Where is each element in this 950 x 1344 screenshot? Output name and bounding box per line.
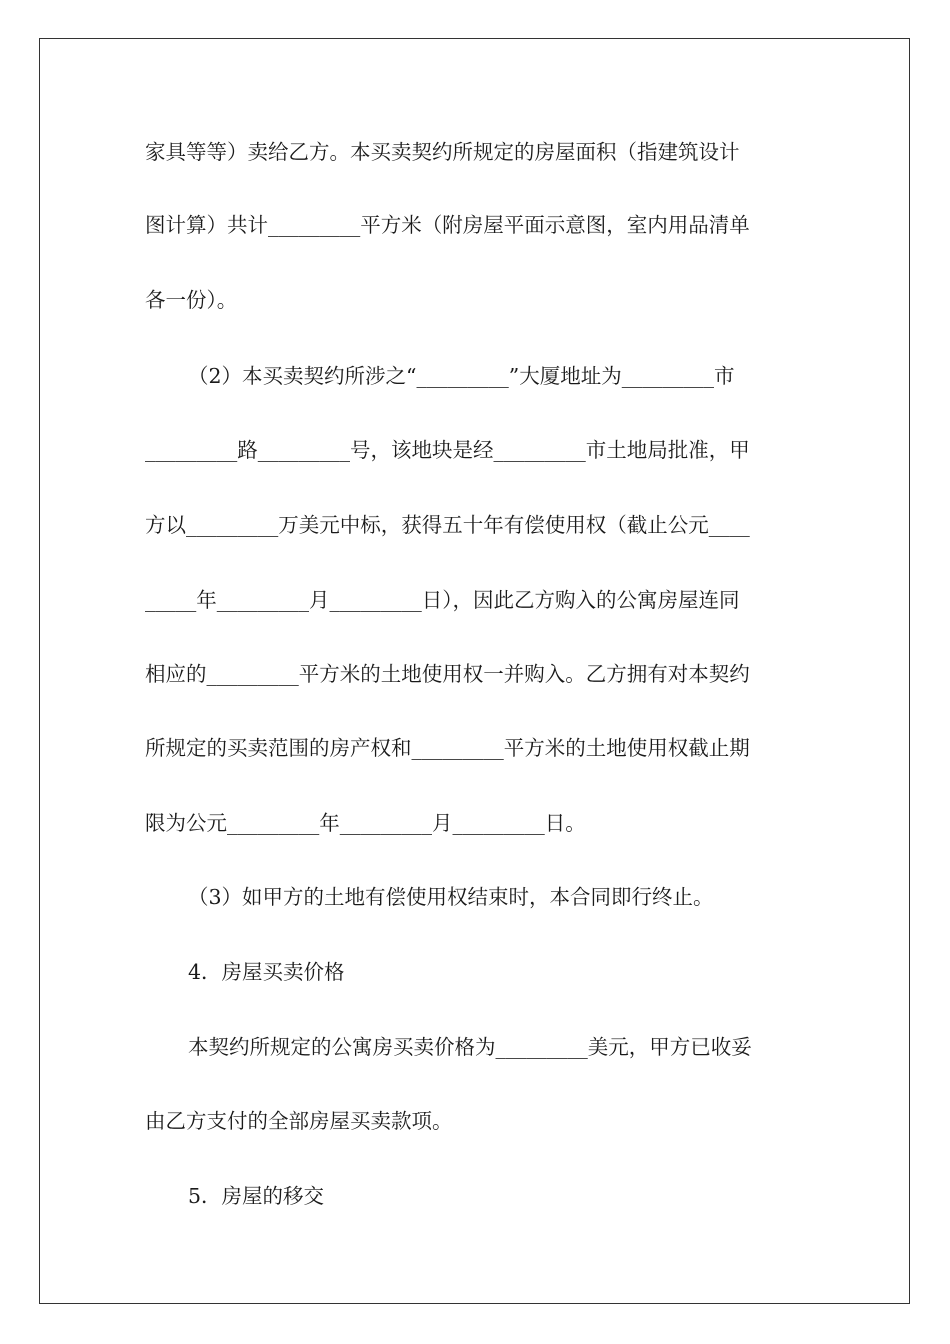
paragraph-line: 限为公元_________年_________月_________日。 [145,811,586,835]
paragraph-line: （3）如甲方的土地有偿使用权结束时，本合同即行终止。 [188,885,714,909]
paragraph-line: 由乙方支付的全部房屋买卖款项。 [145,1109,453,1133]
paragraph-line: （2）本买卖契约所涉之“_________”大厦地址为_________市 [188,364,735,388]
paragraph-line: 相应的_________平方米的土地使用权一并购入。乙方拥有对本契约 [145,662,750,686]
section-heading: 5．房屋的移交 [188,1184,325,1208]
paragraph-line: 家具等等）卖给乙方。本买卖契约所规定的房屋面积（指建筑设计 [145,140,740,164]
paragraph-line: _________路_________号，该地块是经_________市土地局批准，甲 [145,438,750,462]
paragraph-line: 方以_________万美元中标，获得五十年有偿使用权（截止公元____ [145,513,750,537]
paragraph-line: _____年_________月_________日），因此乙方购入的公寓房屋连同 [145,588,740,612]
paragraph-line: 图计算）共计_________平方米（附房屋平面示意图，室内用品清单 [145,213,750,237]
paragraph-line: 本契约所规定的公寓房买卖价格为_________美元，甲方已收妥 [188,1035,752,1059]
paragraph-line: 各一份）。 [145,288,238,312]
section-heading: 4．房屋买卖价格 [188,960,345,984]
paragraph-line: 所规定的买卖范围的房产权和_________平方米的土地使用权截止期 [145,736,750,760]
